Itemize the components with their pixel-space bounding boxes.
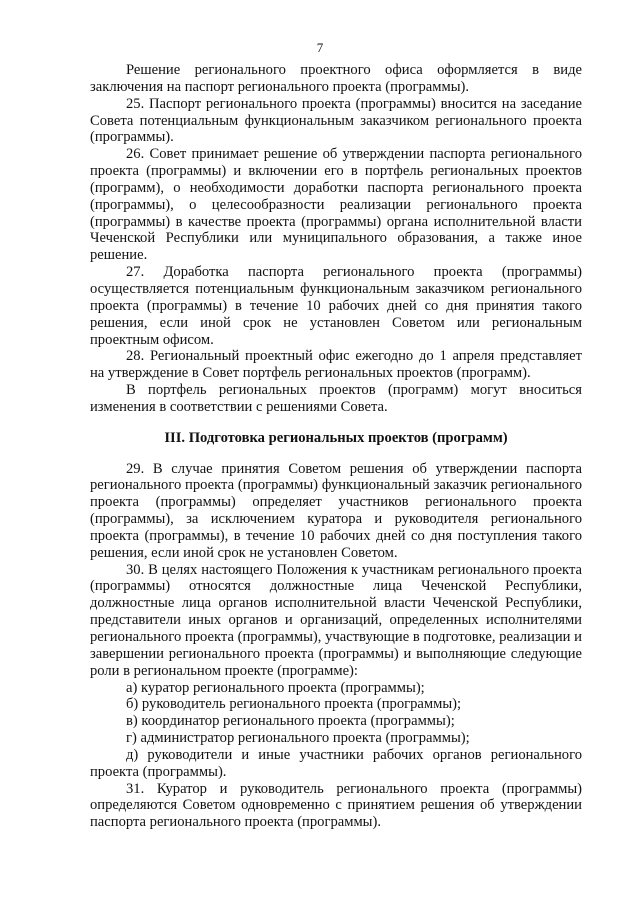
page-number: 7 [316, 40, 324, 55]
paragraph-30: 30. В целях настоящего Положения к участникам регионального проекта (программы) относятся должностные лица Чеченской Республики, должностные лица органов исполнительной власти Чеченской Республики, представители иных органов и организаций, определенных исполнителями регионального проекта (программы), участвующие в подготовке, реализации и завершении регионального проекта (программы) и выполняющие следующие роли в региональном проекте (программе): [90, 561, 582, 679]
paragraph-25: 25. Паспорт регионального проекта (программы) вносится на заседание Совета потенциальным функциональным заказчиком регионального проекта (программы). [90, 95, 582, 146]
paragraph-31: 31. Куратор и руководитель регионального проекта (программы) определяются Советом одновременно с принятием решения об утверждении паспорта регионального проекта (программы). [90, 780, 582, 831]
paragraph-29: 29. В случае принятия Советом решения об утверждении паспорта регионального проекта (программы) функциональный заказчик регионального проекта (программы) определяет участников регионального проекта (программы), за исключением куратора и руководителя регионального проекта (программы), в течение 10 рабочих дней со дня поступления такого решения, если иной срок не установлен Советом. [90, 460, 582, 561]
paragraph-28: 28. Региональный проектный офис ежегодно до 1 апреля представляет на утверждение в Совет портфель региональных проектов (программ). [90, 348, 582, 382]
paragraph-26: 26. Совет принимает решение об утверждении паспорта регионального проекта (программы) и включении его в портфель региональных проектов (программ), о необходимости доработки паспорта регионального проекта (программы), о целесообразности реализации регионального проекта (программы) в качестве проекта (программы) органа исполнительной власти Чеченской Республики или муниципального образования, а также иное решение. [90, 146, 582, 264]
section-heading: III. Подготовка региональных проектов (программ) [164, 429, 508, 446]
role-item-working-bodies: д) руководители и иные участники рабочих органов регионального проекта (программы). [90, 746, 582, 780]
document-body [90, 62, 582, 831]
paragraph-portfolio-changes: В портфель региональных проектов (программ) могут вноситься изменения в соответствии с решениями Совета. [90, 382, 582, 415]
role-item-administrator: г) администратор регионального проекта (программы); [126, 730, 470, 747]
paragraph-27: 27. Доработка паспорта регионального проекта (программы) осуществляется потенциальным функциональным заказчиком регионального проекта (программы) в течение 10 рабочих дней со дня принятия такого решения, если иной срок не установлен Советом или региональным проектным офисом. [90, 264, 582, 348]
role-item-manager: б) руководитель регионального проекта (программы); [126, 696, 462, 713]
role-item-coordinator: в) координатор регионального проекта (программы); [126, 713, 455, 730]
paragraph-office-decision: Решение регионального проектного офиса оформляется в виде заключения на паспорт регионального проекта (программы). [90, 62, 582, 95]
role-item-curator: а) куратор регионального проекта (программы); [126, 679, 425, 696]
